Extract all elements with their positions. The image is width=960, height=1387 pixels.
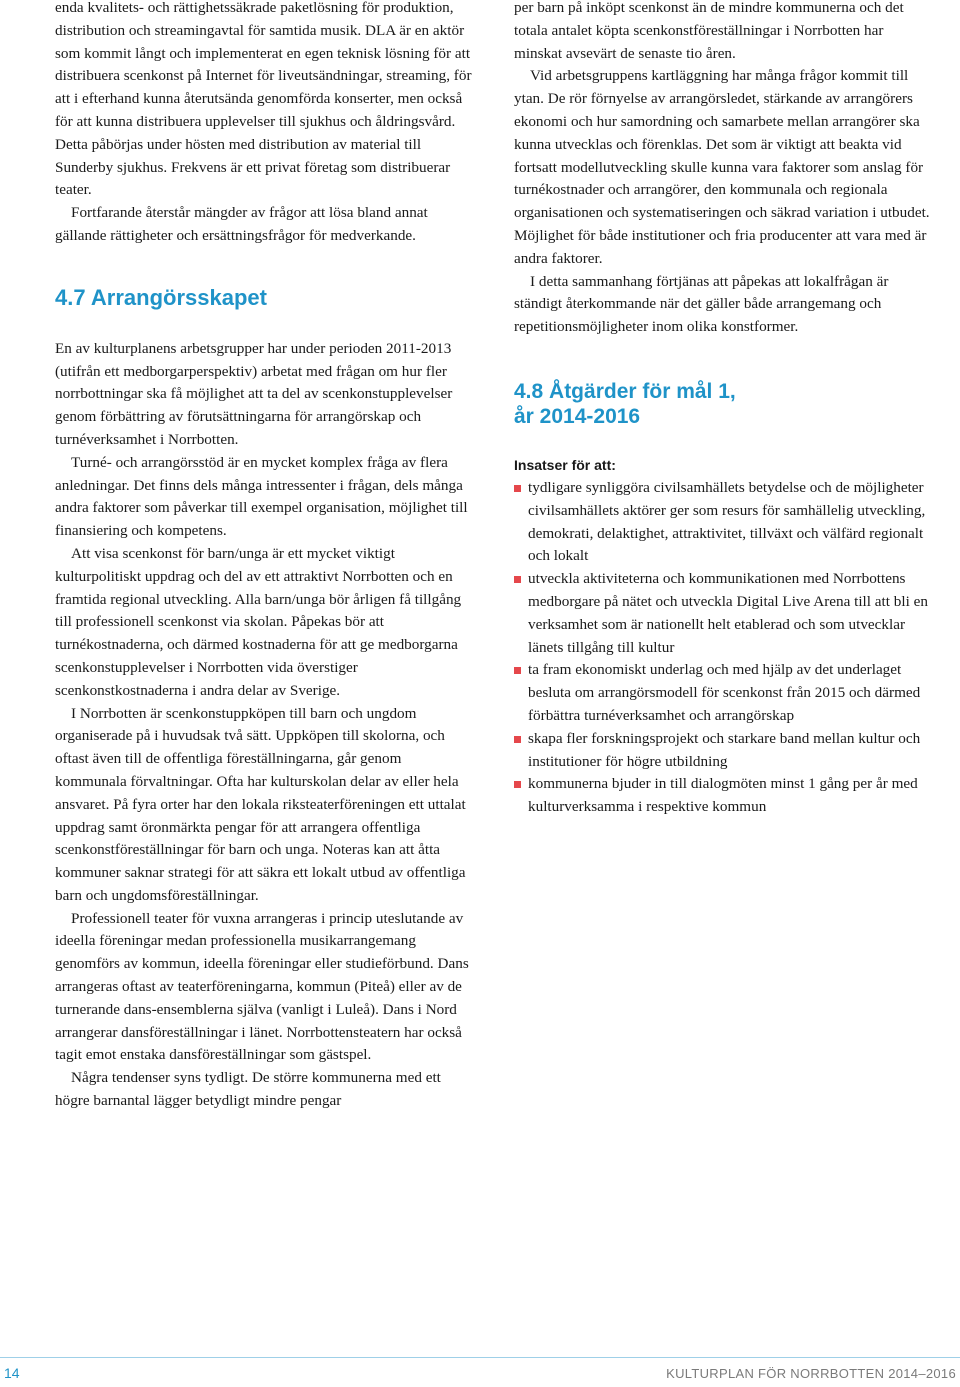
body-paragraph: Professionell teater för vuxna arrangeras i princip uteslutande av ideella föreningar medan professionella musikarrangemang genomförs av kommun, ideella föreningar eller studieförbund. Dans arrangeras oftast av teaterföreningarna, kommun (Piteå) eller av de turnerande dans-ensemblerna själva (vanligt i Luleå). Dans i Nord arrangerar dansföreställningar i länet. Norrbottensteatern har också tagit emot enstaka dansföreställningar som gästspel. [55,909,469,1064]
bullet-square-icon [514,667,521,674]
body-paragraph: I Norrbotten är scenkonstuppköpen till barn och ungdom organiserade på i huvudsak två sätt. Uppköpen till skolorna, och oftast även till de offentliga föreställningarna, går genom kommunala förvaltningar. Ofta har kulturskolan delar av eller hela ansvaret. På fyra orter har den lokala riksteaterföreningen ett uttalat uppdrag samt öronmärkta pengar för att arrangera offentliga scenkonstföreställningar för barn och unga. Noteras kan att åtta kommuner saknar strategi för att säkra ett lokalt utbud av offentliga barn och ungdomsföreställningar. [55,704,466,904]
footer-divider [0,1357,960,1358]
body-paragraph: Att visa scenkonst för barn/unga är ett mycket viktigt kulturpolitiskt uppdrag och del av ett attraktivt Norrbotten och en framtida regional utveckling. Alla barn/unga bör årligen få tillgång till professionell scenkonst via skolan. Påpekas bör att turnékostnaderna, och därmed kostnaderna för att ge medborgarna scenkonstupplevelser i Norrbotten vida överstiger scenkonstkostnaderna i andra delar av Sverige. [55,544,462,699]
body-paragraph: I detta sammanhang förtjänas att påpekas att lokalfrågan är ständigt återkommande när det gäller både arrangemang och repetitionsmöjligheter inom olika konstformer. [514,272,889,336]
bullet-square-icon [514,781,521,788]
list-item [514,477,934,568]
body-paragraph: Fortfarande återstår mängder av frågor att lösa bland annat gällande rättigheter och ersättningsfrågor för medverkande. [55,204,428,244]
bullet-square-icon [514,576,521,583]
list-item [514,773,934,819]
footer-title: KULTURPLAN FÖR NORRBOTTEN 2014–2016 [666,1366,956,1381]
body-paragraph: Vid arbetsgruppens kartläggning har många frågor kommit till ytan. De rör förnyelse av arrangörsledet, stärkande av arrangörers ekonomi och hur samordning och samarbete mellan arrangörer ska kunna utvecklas och förenklas. Det som är viktigt att beakta vid fortsatt modellutveckling skulle kunna vara faktorer som anslag för turnékostnader och arrangörer, den kommunala och regionala organisationen och systematiseringen och säkrad variation i utbudet. Möjlighet för både institutioner och fria producenter att vara med är andra faktorer. [514,67,930,267]
right-column [514,0,934,819]
list-item-text: kommunerna bjuder in till dialogmöten minst 1 gång per år med kulturverksamma i respektive kommun [528,775,918,816]
body-paragraph: enda kvalitets- och rättighetssäkrade paketlösning för produktion, distribution och streamingavtal för samtida musik. DLA är en aktör som kommit långt och implementerat en egen teknisk lösning för att distribuera scenkonst på Internet för liveutsändningar, streaming, för att i efterhand kunna återutsända genomförda konserter, men också för att kunna distribuera upplevelser till sjukhus och åldringsvård. Detta påbörjas under hösten med distribution av material till Sunderby sjukhus. Frekvens är ett privat företag som distribuerar teater. [55,0,472,199]
body-paragraph: per barn på inköpt scenkonst än de mindre kommunerna och det totala antalet köpta scenkonstföreställningar i Norrbotten har minskat avsevärt de senaste tio åren. [514,0,904,62]
bullet-square-icon [514,485,521,492]
subheading-insatser: Insatser för att: [514,456,616,473]
bullet-square-icon [514,736,521,743]
list-item-text: ta fram ekonomiskt underlag och med hjälp av det underlaget besluta om arrangörsmodell för scenkonst från 2015 och därmed förbättra turnéverksamhet och arrangörskap [528,661,921,724]
body-paragraph: Turné- och arrangörsstöd är en mycket komplex fråga av flera anledningar. Det finns dels många intressenter i frågan, dels många andra faktorer som påverkar till exempel organisation, möjlighet till finansiering och kompetens. [55,453,468,540]
list-item [514,659,934,727]
list-item [514,728,934,774]
body-paragraph: En av kulturplanens arbetsgrupper har under perioden 2011-2013 (utifrån ett medborgarperspektiv) arbetat med frågan om hur fler norrbottningar ska få möjlighet att ta del av scenkonstupplevelser genom förbättring av förutsättningarna för arrangörskap och turnéverksamhet i Norrbotten. [55,339,453,448]
action-list [514,477,934,819]
body-paragraph: Några tendenser syns tydligt. De större kommunerna med ett högre barnantal lägger betydligt mindre pengar [55,1069,441,1110]
page-number: 14 [4,1365,20,1381]
list-item-text: tydligare synliggöra civilsamhällets betydelse och de möjligheter civilsamhällets aktörer ger som resurs för samhällelig utveckling, demokrati, delaktighet, attraktivitet, tillväxt och välfärd regionalt och lokalt [528,478,926,565]
section-heading-4-8 [514,379,934,429]
section-heading-4-7: 4.7 Arrangörsskapet [55,284,267,310]
section-heading-line: 4.8 Åtgärder för mål 1, [514,379,736,403]
list-item [514,568,934,659]
section-heading-line: år 2014-2016 [514,404,641,428]
list-item-text: utveckla aktiviteterna och kommunikationen med Norrbottens medborgare på nätet och utveckla Digital Live Arena till att bli en verksamhet som är nationellt helt etablerad och som utvecklar länets tillgång till kultur [528,570,928,656]
left-column [55,0,475,1113]
list-item-text: skapa fler forskningsprojekt och starkare band mellan kultur och institutioner för högre utbildning [528,729,921,770]
